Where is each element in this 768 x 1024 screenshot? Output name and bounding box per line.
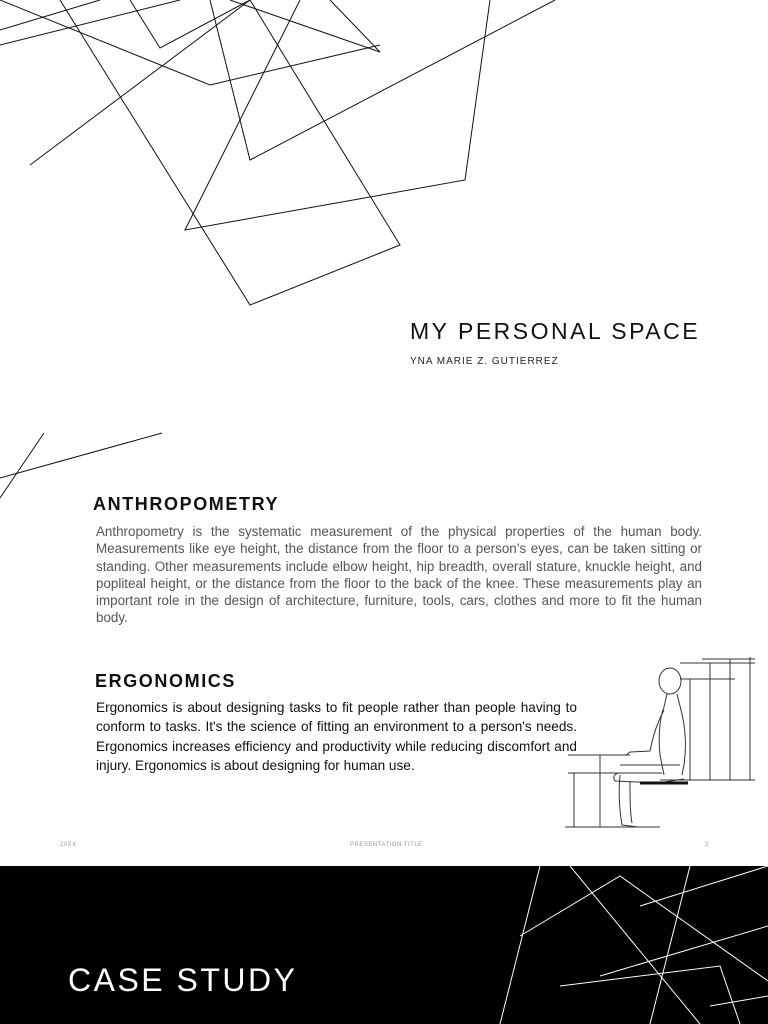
decorative-line-art-dark	[0, 866, 768, 1024]
footer-page-number: 2	[705, 842, 709, 848]
section-heading-ergonomics: ERGONOMICS	[95, 671, 237, 691]
slide-title: MY PERSONAL SPACE	[410, 318, 701, 344]
seated-person-diagram	[560, 655, 760, 835]
section-heading-anthropometry: ANTHROPOMETRY	[93, 494, 280, 514]
next-slide-title: CASE STUDY	[68, 962, 298, 998]
author-name: YNA MARIE Z. GUTIERREZ	[410, 356, 559, 367]
footer-presentation-title: PRESENTATION TITLE	[350, 842, 423, 848]
footer-year: 20XX	[60, 842, 77, 848]
next-slide-dark-band	[0, 866, 768, 1024]
anthropometry-paragraph: Anthropometry is the systematic measurement of the physical properties of the human body. Measurements like eye height, the distance from the floor to a person’s eyes, can be taken sitting or standing. Other measurements include elbow height, hip breadth, overall stature, knuckle height, and popliteal height, or the distance from the floor to the back of the knee. These measurements play an important role in the design of architecture, furniture, tools, cars, clothes and more to fit the human body.	[96, 524, 702, 626]
ergonomics-paragraph: Ergonomics is about designing tasks to fit people rather than people having to conform to tasks. It's the science of fitting an environment to a person's needs. Ergonomics increases efficiency and productivity while reducing discomfort and injury. Ergonomics is about designing for human use.	[96, 700, 577, 774]
